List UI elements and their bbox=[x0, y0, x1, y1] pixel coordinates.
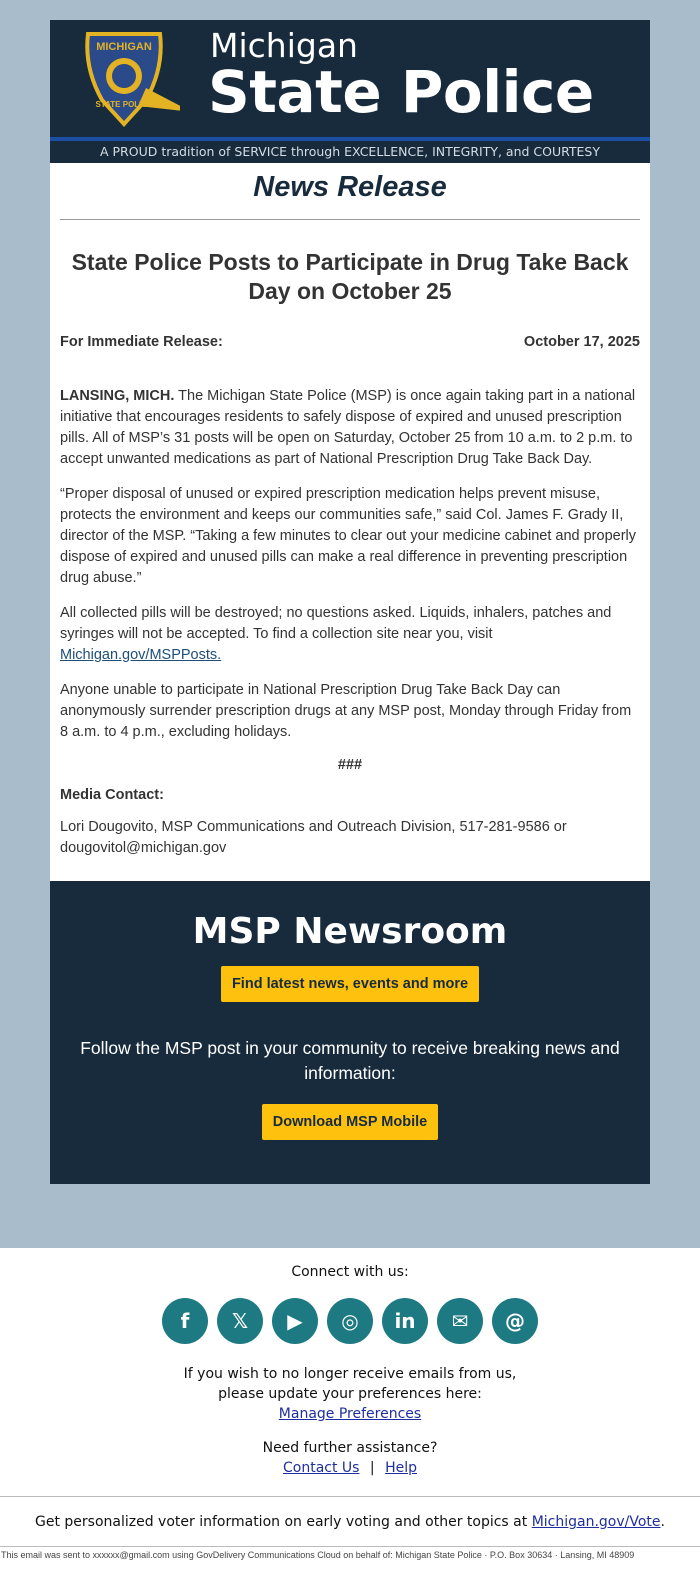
msp-patch-logo bbox=[68, 28, 180, 128]
divider bbox=[60, 219, 640, 220]
email-icon[interactable]: ✉ bbox=[437, 1298, 483, 1344]
paragraph-1: LANSING, MICH. The Michigan State Police (MSP) is once again taking part in a national initiative that encourages residents to safely dispose of expired and unused prescription pills. All of MSP’s 31 posts will be open on Saturday, October 25 from 10 a.m. to 2 p.m. to accept unwanted medications as part of National Prescription Drug Take Back Day. bbox=[60, 388, 636, 467]
media-contact: Lori Dougovito, MSP Communications and Outreach Division, 517-281-9586 or dougovitol@michigan.gov bbox=[60, 819, 567, 856]
facebook-icon[interactable]: f bbox=[162, 1298, 208, 1344]
news-release-heading: News Release bbox=[253, 171, 447, 203]
paragraph-2: “Proper disposal of unused or expired prescription medication helps prevent misuse, protects the environment and keeps our communities safe,” said Col. James F. Grady II, director of the MSP. “Taking a few minutes to clear out your medicine cabinet and properly dispose of expired and unused pills can make a real difference in preventing prescription drug abuse.” bbox=[60, 486, 636, 586]
x-icon[interactable]: 𝕏 bbox=[217, 1298, 263, 1344]
media-contact-label: Media Contact: bbox=[60, 787, 164, 803]
unsubscribe-text: If you wish to no longer receive emails from us, please update your preferences here: Manage Preferences bbox=[183, 1366, 517, 1422]
fine-print: This email was sent to xxxxxx@gmail.com using GovDelivery Communications Cloud on behalf of: Michigan State Police · P.O. Box 30634 · Lansing, MI 48909 bbox=[1, 1550, 635, 1560]
email-footer bbox=[0, 1248, 700, 1561]
download-mobile-button[interactable]: Download MSP Mobile bbox=[262, 1104, 438, 1140]
release-content bbox=[50, 163, 650, 881]
svg-text:STATE POLICE: STATE POLICE bbox=[95, 100, 153, 109]
newsroom-title: MSP Newsroom bbox=[192, 911, 508, 952]
paragraph-4: Anyone unable to participate in National Prescription Drug Take Back Day can anonymously surrender prescription drugs at any MSP post, Monday through Friday from 8 a.m. to 4 p.m., excluding holidays. bbox=[60, 682, 632, 740]
follow-text: Follow the MSP post in your community to receive breaking news and information: bbox=[80, 1038, 620, 1083]
brand-line2: State Police bbox=[208, 58, 594, 126]
header-banner bbox=[50, 20, 650, 137]
threads-icon[interactable]: @ bbox=[492, 1298, 538, 1344]
vote-link[interactable]: Michigan.gov/Vote bbox=[531, 1514, 661, 1530]
linkedin-icon[interactable]: in bbox=[382, 1298, 428, 1344]
msp-posts-link[interactable]: Michigan.gov/MSPPosts. bbox=[60, 647, 222, 663]
instagram-icon[interactable]: ◎ bbox=[327, 1298, 373, 1344]
latest-news-button[interactable]: Find latest news, events and more bbox=[221, 966, 479, 1002]
paragraph-3: All collected pills will be destroyed; no questions asked. Liquids, inhalers, patches and syringes will not be accepted. To find a collection site near you, visit Michigan.gov/MSPPosts. bbox=[60, 605, 612, 663]
tagline: A PROUD tradition of SERVICE through EXCELLENCE, INTEGRITY, and COURTESY bbox=[50, 141, 650, 163]
svg-text:MICHIGAN: MICHIGAN bbox=[96, 41, 152, 53]
end-mark: ### bbox=[337, 757, 363, 773]
manage-preferences-link[interactable]: Manage Preferences bbox=[278, 1406, 422, 1422]
newsroom-section bbox=[50, 881, 650, 1184]
youtube-icon[interactable]: ▶ bbox=[272, 1298, 318, 1344]
help-link[interactable]: Help bbox=[385, 1460, 417, 1476]
brand-line1: Michigan bbox=[210, 26, 358, 65]
connect-label: Connect with us: bbox=[291, 1264, 409, 1280]
social-links bbox=[0, 1298, 700, 1344]
release-title: State Police Posts to Participate in Drug Take Back Day on October 25 bbox=[71, 249, 629, 304]
release-date: October 17, 2025 bbox=[523, 334, 640, 350]
assistance-text: Need further assistance? Contact Us | Help bbox=[262, 1440, 438, 1476]
email-card bbox=[50, 20, 650, 1184]
immediate-release-label: For Immediate Release: bbox=[60, 334, 223, 350]
link-separator: | bbox=[369, 1460, 375, 1476]
voter-info: Get personalized voter information on early voting and other topics at Michigan.gov/Vote. bbox=[0, 1496, 700, 1547]
dateline: LANSING, MICH. bbox=[60, 388, 175, 404]
release-meta bbox=[60, 334, 640, 350]
contact-us-link[interactable]: Contact Us bbox=[282, 1460, 360, 1476]
